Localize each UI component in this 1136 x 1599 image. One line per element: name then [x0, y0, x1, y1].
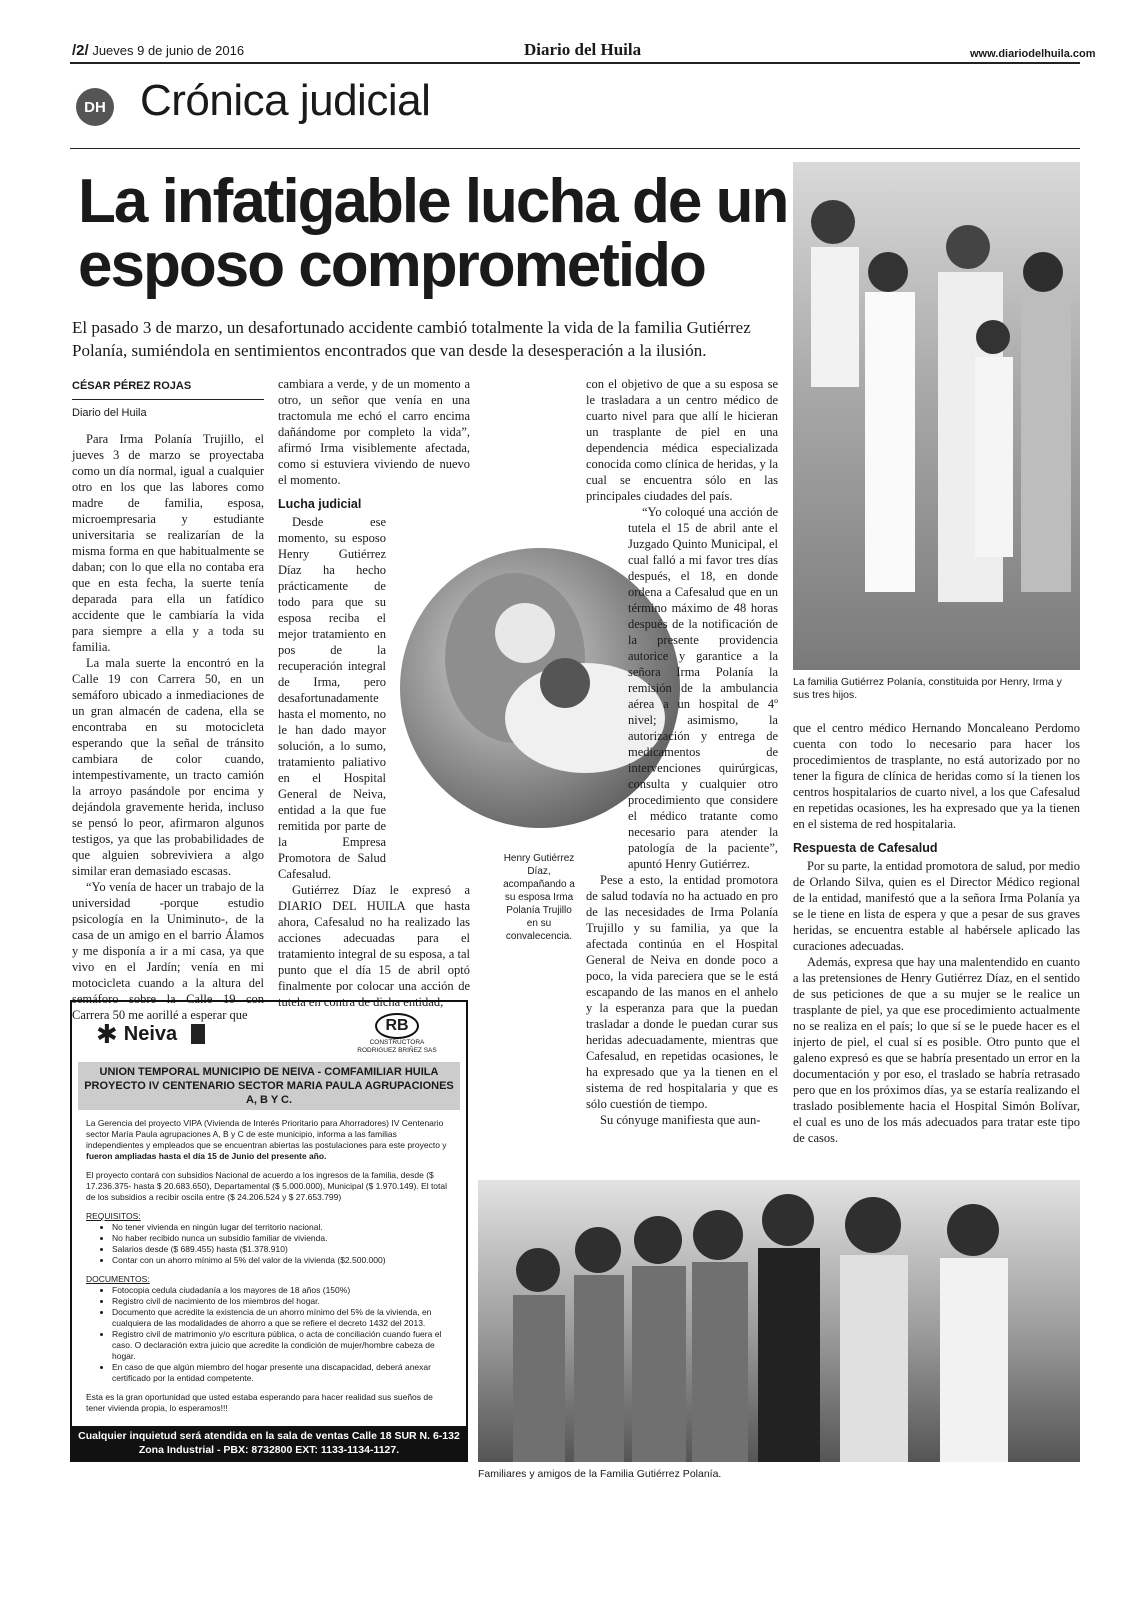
group-photo-art — [478, 1180, 1080, 1462]
rb-logo: RB CONSTRUCTORA RODRIGUEZ BRIÑEZ SAS — [352, 1013, 442, 1055]
column-4 — [793, 720, 1080, 1146]
family-photo — [793, 162, 1080, 670]
paragraph: Desde ese momento, su esposo Henry Gutiérrez Díaz ha hecho prácticamente de todo para que su esposa reciba el mejor tratamiento en pos de la recuperación integral de Irma, pero desafortunadamente hasta el momento, no le han dado mayor solución, a lo sumo, tratamiento paliativo en el Hospital General de Neiva, entidad a la que fue remitida por parte de la Empresa Promotora de Salud Cafesalud. — [278, 515, 386, 881]
paragraph: Pese a esto, la entidad promotora de salud todavía no ha actuado en pro de las necesidades de Irma Polanía Trujillo y su familia, ya que la afectada continúa en el Hospital General de Neiva en donde poco a poco, la vida pareciera que se le está escapando de las manos en el anhelo y la esperanza para que la puedan trasladar a donde le puedan curar sus heridas adecuadamente, mientras que Cafesalud, en repetidas ocasiones, le ha expresado que ya la tienen en el sistema de red hospitalaria y que es sólo cuestión de tiempo. — [586, 873, 778, 1111]
list-item: • No tener vivienda en ningún lugar del territorio nacional. — [112, 1222, 452, 1233]
section-badge: DH — [76, 88, 114, 126]
issue-date: Jueves 9 de junio de 2016 — [92, 43, 245, 58]
neiva-logo: ✱ Neiva — [96, 1019, 205, 1050]
list-item: • Contar con un ahorro mínimo al 5% del valor de la vivienda ($2.500.000) — [112, 1255, 452, 1266]
paragraph: cambiara a verde, y de un momento a otro, un señor que venía en una tractomula me echó el carro encima dañándome por completo la vida”, afirmó Irma visiblemente afectada, como si estuviera viviendo de nuevo el momento. — [278, 377, 470, 487]
subhead-respuesta-cafesalud: Respuesta de Cafesalud — [793, 841, 938, 855]
paragraph: Por su parte, la entidad promotora de salud, por medio de Orlando Silva, quien es el Director Médico regional de la entidad, manifestó que a la señora Irma Polanía ya se le tiene en lista de espera y que a pesar de sus graves heridas, se encuentra estable al habérsele aplicado las curaciones adecuadas. — [793, 859, 1080, 953]
paragraph: Además, expresa que hay una malentendido en cuanto a las pretensiones de Henry Gutiérrez Díaz, en el sentido de sus peticiones de que a su mujer se le realice un trasplante de piel, ya que ese procedimiento actualmente no se realiza en el país; lo que sí se le puede hacer es el injerto de piel, el cual sí es posible. Otro punto que el galeno expresó es que se habría presentado un error en la documentación y por eso, el traslado se habría retrasado pero que en los próximos días, ya se estaría realizando el traslado posiblemente hacia el Hospital Simón Bolívar, el cual es uno de los más adecuados para tratar este tipo de casos. — [793, 955, 1080, 1145]
ad-subsidy: El proyecto contará con subsidios Nacional de acuerdo a los ingresos de la familia, desde ($ 17.236.375- hasta $ 20.683.650), Departamental ($ 5.000.000), Municipal ($ 1.970.149). El total de los subsidios a recibir oscila entre ($ 24.206.524 y $ 27.653.799) — [86, 1170, 448, 1202]
list-item: • En caso de que algún miembro del hogar presente una discapacidad, deberá anexar certificado por la entidad competente. — [112, 1362, 452, 1384]
family-photo-art — [793, 162, 1080, 670]
ad-documents-title: DOCUMENTOS: — [86, 1274, 150, 1284]
ad-logos — [72, 1002, 466, 1062]
ad-banner: UNION TEMPORAL MUNICIPIO DE NEIVA - COMFAMILIAR HUILA PROYECTO IV CENTENARIO SECTOR MARIA PAULA AGRUPACIONES A, B Y C. — [78, 1062, 460, 1110]
page-number: /2/ — [72, 42, 89, 59]
paragraph: La mala suerte la encontró en la Calle 19 con Carrera 50, en un semáforo ubicado a inmediaciones de un gran almacén de cadena, ella se encontraba en su motocicleta esperando que la señal de tránsito cambiara de color cuando, intempestivamente, un tracto camión la arroyo pasándole por encima y dejándola gravemente herida, incluso se pensó lo peor, afirmaron algunos testigos, ya que las probabilidades de que alguien sobreviviera a algo similar eran demasiado escasas. — [72, 656, 264, 878]
group-photo-caption: Familiares y amigos de la Familia Gutiérrez Polanía. — [478, 1468, 722, 1480]
group-photo — [478, 1180, 1080, 1462]
list-item: • No haber recibido nunca un subsidio familiar de vivienda. — [112, 1233, 452, 1244]
paragraph: Su cónyuge manifiesta que aun- — [600, 1113, 761, 1127]
list-item: • Registro civil de matrimonio y/o escritura pública, o acta de conciliación cuando fuera el caso. O declaración extra juicio que acredite la condición de mujer/hombre cabeza de hogar. — [112, 1329, 452, 1362]
paragraph: “Yo coloqué una acción de tutela el 15 de abril ante el Juzgado Quinto Municipal, el cual falló a mi favor tres días después, el 18, en donde ordena a Cafesalud que en un término máximo de 48 horas después de la notificación de la presente providencia autorice y garantice a la señora Irma Polanía la remisión de la ambulancia aérea a un hospital de 4º nivel; asimismo, la autorización y entrega de medicamentos de intervenciones quirúrgicas, consulta y cualquier otro procedimiento que considere el médico tratante como necesario para atender la patología de la paciente”, apuntó Henry Gutiérrez. — [628, 505, 778, 871]
paragraph: “Yo venía de hacer un trabajo de la universidad -porque estudio psicología en la Uniminuto-, de la casa de un amigo en el barrio Álamos y me disponía a ir a mi casa, ya que vivo en el Jardín; venía en mi motocicleta cuando a la altura del semáforo sobre la Calle 19 con Carrera 50 me aorillé a esperar que — [72, 880, 264, 1022]
list-item: • Salarios desde ($ 689.455) hasta ($1.378.910) — [112, 1244, 452, 1255]
site-url[interactable]: www.diariodelhuila.com — [970, 48, 1096, 60]
ad-requirements-title: REQUISITOS: — [86, 1211, 141, 1221]
list-item: • Fotocopia cedula ciudadanía a los mayores de 18 años (150%) — [112, 1285, 452, 1296]
housing-advertisement — [70, 1000, 468, 1462]
byline-rule — [72, 399, 264, 400]
column-1 — [72, 378, 264, 1023]
ad-requirements — [72, 1222, 466, 1266]
hospital-photo-caption: Henry Gutiérrez Díaz, acompañando a su esposa Irma Polanía Trujillo en su convalecencia. — [503, 853, 575, 942]
coat-of-arms-icon — [191, 1024, 205, 1044]
headline: La infatigable lucha de un esposo comprometido — [78, 167, 788, 300]
section-title: Crónica judicial — [140, 76, 431, 125]
family-photo-caption: La familia Gutiérrez Polanía, constituida por Henry, Irma y sus tres hijos. — [793, 676, 1062, 701]
byline-outlet: Diario del Huila — [72, 407, 147, 419]
masthead: Diario del Huila — [524, 40, 642, 59]
column-3 — [586, 376, 778, 1128]
paragraph: que el centro médico Hernando Moncaleano Perdomo cuenta con todo lo necesario para hacer los procedimientos de trasplante, no está autorizado por no tener la figura de clínica de heridas como sí la tienen los centros hospitalarios de cuarto nivel, a los que Cafesalud en repetidas ocasiones, les ha expresado que ya la tienen en el sistema de red hospitalaria. — [793, 721, 1080, 831]
list-item: • Registro civil de nacimiento de los miembros del hogar. — [112, 1296, 452, 1307]
lede: El pasado 3 de marzo, un desafortunado accidente cambió totalmente la vida de la familia Gutiérrez Polanía, sumiéndola en sentimientos encontrados que van desde la desesperación a la ilusión. — [72, 318, 751, 360]
ad-footer: Cualquier inquietud será atendida en la sala de ventas Calle 18 SUR N. 6-132 Zona Industrial - PBX: 8732800 EXT: 1133-1134-1127. — [72, 1426, 466, 1460]
ad-documents — [72, 1285, 466, 1384]
page-header-left — [72, 42, 244, 59]
paragraph: Gutiérrez Díaz le expresó a DIARIO DEL HUILA que hasta ahora, Cafesalud no ha realizado las acciones adecuadas para el tratamiento integral de su esposa, a tal punto que el día 15 de abril optó finalmente por colocar una acción de tutela en contra de dicha entidad, — [278, 883, 470, 1009]
neiva-star-icon: ✱ — [96, 1018, 118, 1049]
byline-author: CÉSAR PÉREZ ROJAS — [72, 380, 192, 392]
paragraph: con el objetivo de que a su esposa se le trasladara a un centro médico de cuarto nivel para que allí le hicieran un trasplante de piel en una dependencia médica especializada conocida como clínica de heridas, y la cual se encuentra sólo en las principales ciudades del país. — [586, 377, 778, 503]
subhead-lucha-judicial: Lucha judicial — [278, 497, 362, 511]
ad-closing: Esta es la gran oportunidad que usted estaba esperando para hacer realidad sus sueños de tener vivienda propia, lo esperamos!!! — [86, 1392, 433, 1413]
section-rule — [70, 148, 1080, 149]
paragraph: Para Irma Polanía Trujillo, el jueves 3 de marzo se proyectaba como un día normal, igual a cualquier otro en los que las labores como madre de familia, esposa, microempresaria y estudiante universitaria se realizarían de la misma forma en que habitualmente se daban; con lo que ella no contaba era que en esta fecha, la suerte tenía deparada para ella un fatídico accidente que le cambiaría la vida para siempre a ella y a toda su familia. — [72, 432, 264, 654]
list-item: • Documento que acredite la existencia de un ahorro mínimo del 5% de la vivienda, en cualquiera de las modalidades de ahorro a que se refiere el decreto 1432 del 2013. — [112, 1307, 452, 1329]
header-rule — [70, 62, 1080, 64]
ad-intro: La Gerencia del proyecto VIPA (Vivienda de Interés Prioritario para Ahorradores) IV Centenario sector María Paula agrupaciones A, B y C de este municipio, informa a las familias independientes y empleados que se encuentran abiertas las postulaciones para este proyecto y fueron ampliadas hasta el día 15 de Junio del presente año. — [86, 1118, 447, 1161]
